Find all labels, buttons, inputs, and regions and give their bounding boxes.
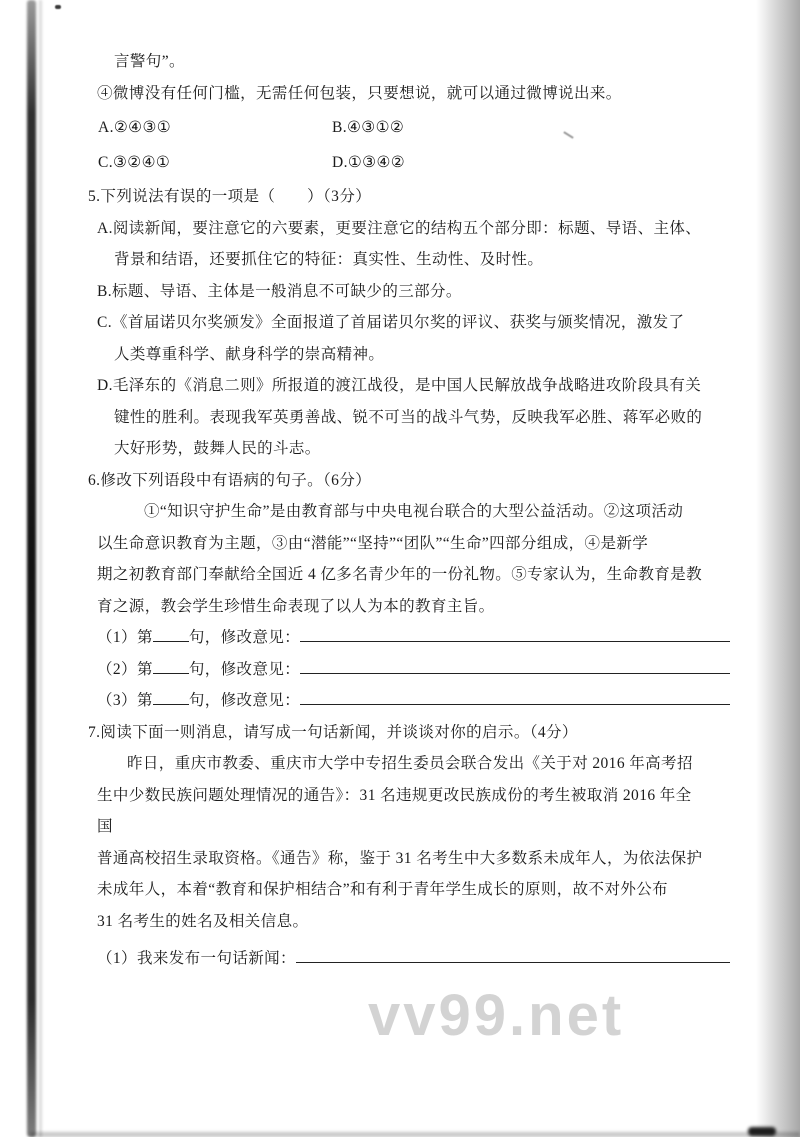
- q6-blank-line-2: [97, 654, 736, 686]
- scan-right-edge: [756, 0, 800, 1137]
- q5-option-d-line3: 大好形势，鼓舞人民的斗志。: [114, 440, 321, 457]
- q5-option-c-line2: 人类尊重科学、献身科学的崇高精神。: [114, 345, 385, 363]
- q6-blank1-answer-line: [300, 639, 730, 642]
- option-d: D.①③④②: [332, 153, 406, 171]
- scan-speck-artifact: [55, 5, 61, 9]
- scan-left-edge: [27, 0, 36, 1137]
- q6-blank3-pre: （3）第: [97, 692, 153, 709]
- scan-left-edge-faint: [39, 0, 42, 1137]
- q6-blank3-answer-line: [300, 702, 730, 705]
- lead-tail-line: 言警句”。: [114, 53, 185, 70]
- q5-option-c-line1: C.《首届诺贝尔奖颁发》全面报道了首届诺贝尔奖的评议、获奖与颁奖情况，激发了: [97, 314, 685, 331]
- q5-option-d-line2: 键性的胜利。表现我军英勇善战、锐不可当的战斗气势，反映我军必胜、蒋军必败的: [114, 408, 703, 426]
- lead-item4-line: ④微博没有任何门槛，无需任何包装，只要想说，就可以通过微博说出来。: [97, 84, 622, 102]
- exam-text-body: [88, 46, 736, 975]
- options-row-cd: [98, 147, 736, 179]
- watermark: vv99.net: [368, 983, 625, 1048]
- q7-passage-line5: 未成年人，本着“教育和保护相结合”和有利于青年学生成长的原则，故不对外公布: [97, 881, 669, 898]
- q6-passage-line2: 以生命意识教育为主题，③由“潜能”“坚持”“团队”“生命”四部分组成，④是新学: [97, 534, 649, 552]
- option-c: C.③②④①: [98, 153, 171, 171]
- q7-passage-line2: 生中少数民族问题处理情况的通告》：31 名违规更改民族成份的考生被取消 2016 年全: [97, 786, 692, 804]
- q6-passage-line4: 育之源，教会学生珍惜生命表现了以人为本的教育主旨。: [97, 597, 495, 615]
- option-a: A.②④③①: [98, 119, 172, 136]
- q6-blank1-pre: （1）第: [97, 629, 153, 646]
- q6-blank2-pre: （2）第: [97, 660, 153, 678]
- q5-option-a-line2: 背景和结语，还要抓住它的特征：真实性、生动性、及时性。: [114, 251, 544, 268]
- q5-option-b: B.标题、导语、主体是一般消息不可缺少的三部分。: [97, 282, 462, 300]
- q6-blank3-sentence-blank: [153, 702, 189, 705]
- q7-passage-line3: 国: [97, 818, 113, 835]
- q7-answer-blank-line: [296, 960, 730, 963]
- q6-blank3-mid: 句，修改意见：: [188, 692, 301, 709]
- q7-answer-pre: （1）我来发布一句话新闻：: [97, 950, 296, 967]
- q6-blank1-mid: 句，修改意见：: [188, 629, 301, 646]
- question-5-stem: 5.下列说法有误的一项是（ ）（3分）: [88, 188, 372, 205]
- q7-passage-line1: 昨日，重庆市教委、重庆市大学中专招生委员会联合发出《关于对 2016 年高考招: [127, 755, 693, 772]
- scan-corner-artifact: [748, 1127, 776, 1136]
- q6-blank-line-3: [97, 685, 736, 717]
- q6-passage-line1: ①“知识守护生命”是由教育部与中央电视台联合的大型公益活动。②这项活动: [144, 503, 684, 520]
- options-row-ab: [98, 112, 736, 144]
- q7-answer-line: [97, 943, 736, 975]
- option-b: B.④③①②: [332, 119, 405, 136]
- q7-passage-line4: 普通高校招生录取资格。《通告》称，鉴于 31 名考生中大多数系未成年人，为依法保护: [97, 849, 703, 867]
- q6-blank1-sentence-blank: [153, 639, 189, 642]
- question-6-stem: 6.修改下列语段中有语病的句子。（6分）: [88, 471, 372, 489]
- q6-blank2-answer-line: [300, 671, 730, 674]
- question-7-stem: 7.阅读下面一则消息，请写成一句话新闻，并谈谈对你的启示。（4分）: [88, 723, 578, 741]
- q6-passage-line3: 期之初教育部门奉献给全国近 4 亿多名青少年的一份礼物。⑤专家认为，生命教育是教: [97, 566, 703, 583]
- scan-bottom-edge: [30, 1132, 800, 1137]
- q6-blank-line-1: [97, 622, 736, 654]
- q7-passage-line6: 31 名考生的姓名及相关信息。: [97, 912, 309, 930]
- q6-blank2-mid: 句，修改意见：: [188, 660, 301, 678]
- q5-option-a-line1: A.阅读新闻，要注意它的六要素，更要注意它的结构五个部分即：标题、导语、主体、: [97, 219, 702, 237]
- q6-blank2-sentence-blank: [153, 671, 189, 674]
- q5-option-d-line1: D.毛泽东的《消息二则》所报道的渡江战役，是中国人民解放战争战略进攻阶段具有关: [97, 377, 702, 394]
